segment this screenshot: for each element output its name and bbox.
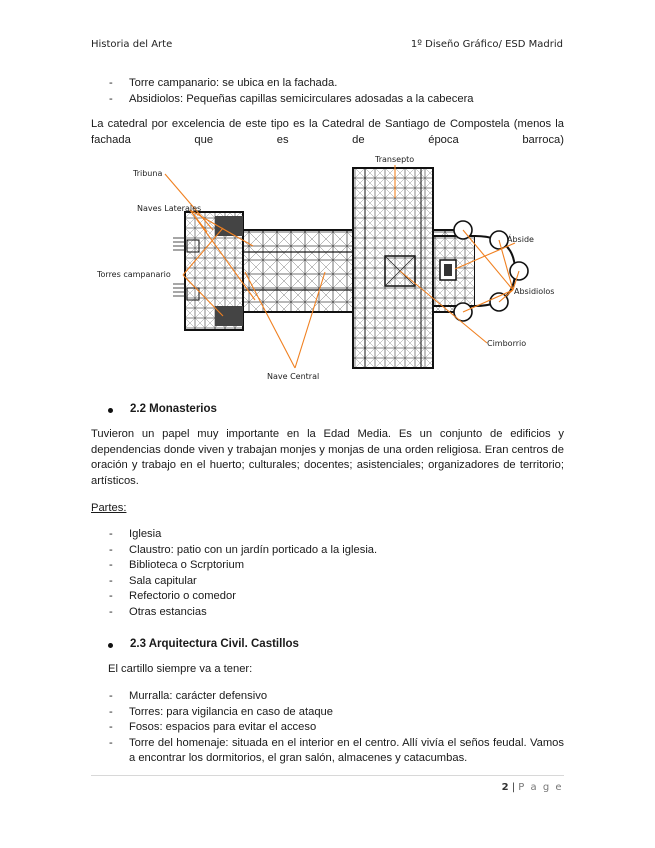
header-right: 1º Diseño Gráfico/ ESD Madrid bbox=[410, 39, 563, 50]
parts-list-top bbox=[91, 76, 564, 107]
footer-separator: | bbox=[511, 782, 516, 793]
page-word: P a g e bbox=[518, 782, 563, 793]
list-item: - Fosos: espacios para evitar el acceso bbox=[91, 720, 564, 736]
heading-text: 2.2 Monasterios bbox=[130, 403, 217, 415]
bullet-dot bbox=[108, 408, 113, 413]
cathedral-paragraph: La catedral por excelencia de este tipo es la Catedral de Santiago de Compostela (menos la fachada que es de época barroca) bbox=[91, 118, 564, 146]
label-nave-central: Nave Central bbox=[267, 372, 320, 381]
list-item: - Sala capitular bbox=[91, 574, 564, 590]
list-item: - Otras estancias bbox=[91, 605, 564, 621]
heading-text: 2.3 Arquitectura Civil. Castillos bbox=[130, 638, 299, 650]
list-item: - Biblioteca o Scrptorium bbox=[91, 558, 564, 574]
label-cimborrio: Cimborrio bbox=[487, 339, 527, 348]
label-abside: Ábside bbox=[507, 235, 534, 244]
section-heading-castillos bbox=[108, 638, 299, 650]
list-item: - Murralla: carácter defensivo bbox=[91, 689, 564, 705]
list-item: - Torres: para vigilancia en caso de ataque bbox=[91, 705, 564, 721]
label-naves-laterales: Naves Laterales bbox=[137, 204, 202, 213]
list-item: - Torre del homenaje: situada en el interior en el centro. Allí vivía el seños feudal. Vamos a encontrar los dormitorios, el gran salón, almacenes y catacumbas. bbox=[91, 736, 564, 767]
label-absidiolos: Absidiolos bbox=[514, 287, 555, 296]
label-tribuna: Tribuna bbox=[133, 169, 163, 178]
page-footer bbox=[502, 782, 563, 793]
list-item: - Refectorio o comedor bbox=[91, 589, 564, 605]
parts-label: Partes: bbox=[91, 502, 127, 514]
list-item: - Claustro: patio con un jardín porticado a la iglesia. bbox=[91, 543, 564, 559]
section-heading-monasterios bbox=[108, 403, 217, 415]
monasterios-paragraph: Tuvieron un papel muy importante en la Edad Media. Es un conjunto de edificios y dependencias donde viven y trabajan monjes y monjas de una orden religiosa. Eran centros de oración y trabajo en el huerto; culturales; docentes; asistenciales; organizadores de territorio; artísticos. bbox=[91, 428, 564, 487]
list-item: - Torre campanario: se ubica en la fachada. bbox=[91, 76, 564, 92]
cathedral-floor-plan bbox=[95, 148, 565, 388]
label-transepto: Transepto bbox=[375, 155, 415, 164]
monasterios-parts-list bbox=[91, 527, 564, 621]
castillos-list bbox=[91, 689, 564, 767]
south-tower bbox=[215, 306, 243, 326]
footer-divider bbox=[91, 775, 564, 776]
facade-steps bbox=[173, 238, 185, 296]
page-number: 2 bbox=[501, 782, 509, 793]
list-item: - Absidiolos: Pequeñas capillas semicirculares adosadas a la cabecera bbox=[91, 92, 564, 108]
label-torres-campanario: Torres campanario bbox=[97, 270, 171, 279]
castillos-intro: El cartillo siempre va a tener: bbox=[108, 663, 253, 675]
header-left: Historia del Arte bbox=[91, 39, 173, 50]
bullet-dot bbox=[108, 643, 113, 648]
list-item: - Iglesia bbox=[91, 527, 564, 543]
